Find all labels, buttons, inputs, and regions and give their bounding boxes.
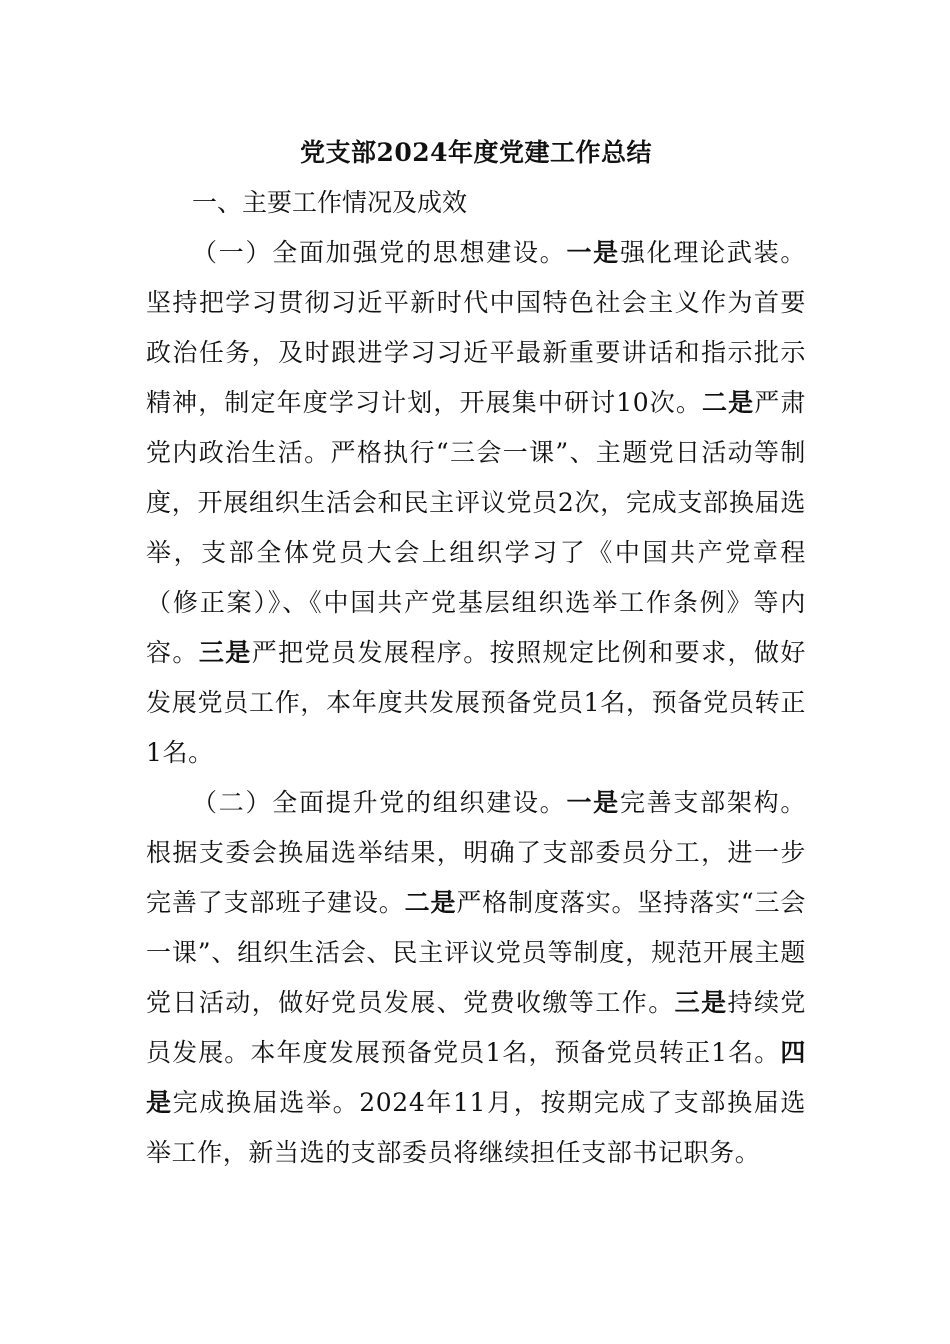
- paragraph-text: 强化理论武装。坚持把学习贯彻习近平新时代中国特色社会主义作为首要政治任务，及时跟进学习习近平最新重要讲话和指示批示精神，制定年度学习计划，开展集中研讨10次。: [146, 238, 807, 417]
- paragraph-text: 严格制度落实。坚持落实“三会一课”、组织生活会、民主评议党员等制度，规范开展主题党日活动，做好党员发展、党费收缴等工作。: [146, 888, 806, 1017]
- keyword-first: 一是: [566, 788, 620, 817]
- paragraph-text: 持续党员发展。本年度发展预备党员1名，预备党员转正1名。: [146, 988, 806, 1067]
- paragraph-text: （一）全面加强党的思想建设。: [192, 238, 567, 267]
- paragraph-organizational-building: [146, 778, 806, 1178]
- document-page: [146, 128, 806, 1178]
- keyword-fourth: 四是: [146, 1038, 806, 1117]
- keyword-second: 二是: [702, 388, 755, 417]
- paragraph-text: 严肃党内政治生活。严格执行“三会一课”、主题党日活动等制度，开展组织生活会和民主评议党员2次，完成支部换届选举，支部全体党员大会上组织学习了《中国共产党章程（修正案）》、《中国共产党基层组织选举工作条例》等内容。: [146, 388, 807, 667]
- paragraph-text: 完善支部架构。根据支委会换届选举结果，明确了支部委员分工，进一步完善了支部班子建设。: [146, 788, 807, 917]
- section-heading: 一、主要工作情况及成效: [192, 188, 468, 217]
- document-title: 党支部2024年度党建工作总结: [299, 138, 653, 167]
- keyword-first: 一是: [566, 238, 620, 267]
- keyword-third: 三是: [674, 988, 728, 1017]
- paragraph-text: （二）全面提升党的组织建设。: [192, 788, 567, 817]
- paragraph-text: 严把党员发展程序。按照规定比例和要求，做好发展党员工作，本年度共发展预备党员1名，预备党员转正1名。: [146, 638, 807, 767]
- paragraph-ideological-building: [146, 228, 806, 778]
- paragraph-text: 完成换届选举。2024年11月，按期完成了支部换届选举工作，新当选的支部委员将继续担任支部书记职务。: [146, 1088, 806, 1167]
- keyword-third: 三是: [198, 638, 252, 667]
- keyword-second: 二是: [404, 888, 457, 917]
